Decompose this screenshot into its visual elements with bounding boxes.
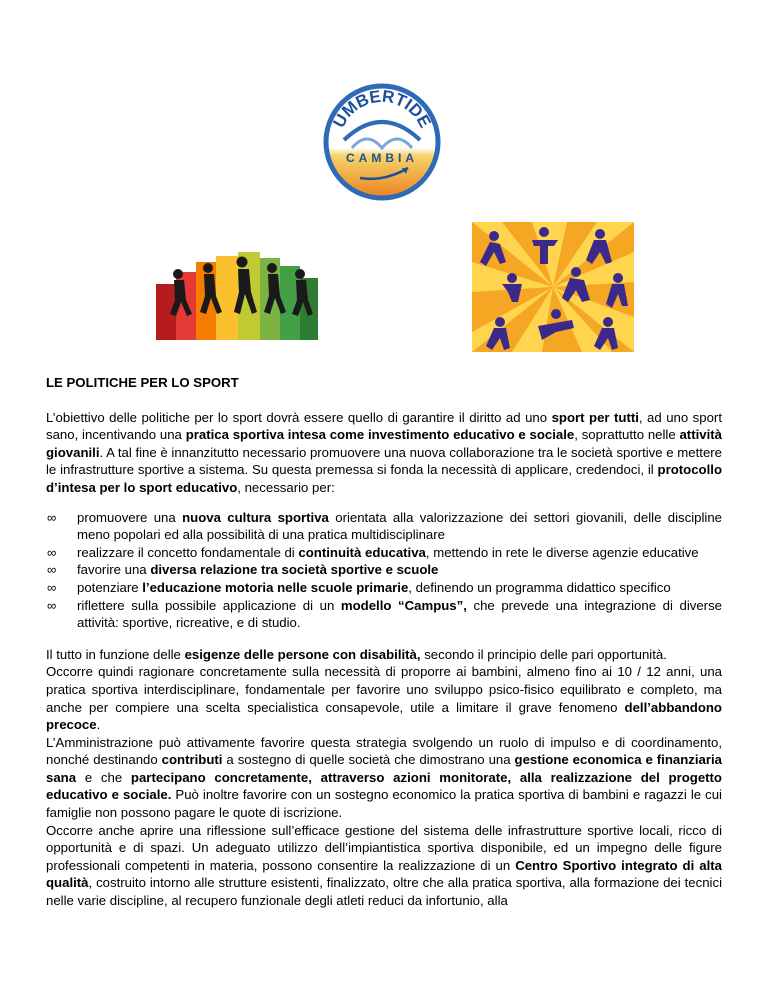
bullet-infinity-icon: ∞ xyxy=(47,562,57,578)
paragraph-administration: L’Amministrazione può attivamente favorire questa strategia svolgendo un ruolo di impulso e di coordinamento, nonché destinando contributi a sostegno di quelle società che dimostrano una gestione economica e finanziaria sana e che partecipano concretamente, attraverso azioni monitorate, alla realizzazione del progetto educativo e sociale. Può inoltre favorire con un sostegno economico la pratica sportiva di bambini e ragazzi le cui famiglie non possono pagare le quote di iscrizione. xyxy=(46,734,722,821)
svg-text:UMBERTIDE: UMBERTIDE xyxy=(329,86,435,131)
athletes-sunburst-image xyxy=(472,222,634,352)
list-item: ∞ riflettere sulla possibile applicazione di un modello “Campus”, che prevede una integrazione di diverse attività: sportive, ricreative, e di studio. xyxy=(47,597,722,631)
list-item: ∞ promuovere una nuova cultura sportiva orientata alla valorizzazione dei settori giovanili, delle discipline meno popolari ed alla possibilità di una pratica multidisciplinare xyxy=(47,509,723,543)
runners-silhouette-image xyxy=(156,222,318,340)
umbertide-cambia-logo xyxy=(322,82,442,202)
bullet-infinity-icon: ∞ xyxy=(47,544,57,560)
section-title: LE POLITICHE PER LO SPORT xyxy=(46,375,239,390)
paragraph-disability: Il tutto in funzione delle esigenze delle persone con disabilità, secondo il principio delle pari opportunità. xyxy=(46,646,667,662)
paragraph-intro: L’obiettivo delle politiche per lo sport dovrà essere quello di garantire il diritto ad uno sport per tutti, ad uno sport sano, incentivando una pratica sportiva intesa come investimento educativo e sociale, soprattutto nelle attività giovanili. A tal fine è innanzitutto necessario promuovere una nuova collaborazione tra le società sportive e mettere le infrastrutture sportive a sistema. Su questa premessa si fonda la necessità di applicare, credendoci, il protocollo d’intesa per lo sport educativo, necessario per: xyxy=(46,409,722,495)
objectives-list xyxy=(46,509,722,632)
bullet-infinity-icon: ∞ xyxy=(47,509,57,525)
document-body xyxy=(46,374,722,910)
paragraph-infrastructure: Occorre anche aprire una riflessione sull’efficace gestione del sistema delle infrastrutture sportive locali, ricco di opportunità e di spazi. Un adeguato utilizzo dell’impiantistica sportiva disponibile, ed un impegno delle figure professionali competenti in materia, possono consentire la realizzazione di un Centro Sportivo integrato di alta qualità, costruito intorno alle strutture esistenti, finalizzato, oltre che alla pratica sportiva, alla formazione dei tecnici nelle varie discipline, al recupero funzionale degli atleti reduci da infortunio, alla xyxy=(46,822,722,909)
list-item: ∞ potenziare l’educazione motoria nelle scuole primarie, definendo un programma didattico specifico xyxy=(47,579,671,595)
bullet-infinity-icon: ∞ xyxy=(47,579,57,595)
bullet-infinity-icon: ∞ xyxy=(47,597,57,613)
list-item: ∞ realizzare il concetto fondamentale di continuità educativa, mettendo in rete le diverse agenzie educative xyxy=(47,544,699,560)
paragraph-children: Occorre quindi ragionare concretamente sulla necessità di proporre ai bambini, almeno fino ai 10 / 12 anni, una pratica sportiva interdisciplinare, fondamentale per favorire uno sviluppo psico-fisico equilibrato e completo, ma anche per compiere una scelta specialistica consapevole, utile a limitare il grave fenomeno dell’abbandono precoce. xyxy=(46,664,722,733)
list-item: ∞ favorire una diversa relazione tra società sportive e scuole xyxy=(47,562,439,578)
logo-cambia-text: CAMBIA xyxy=(346,151,418,165)
